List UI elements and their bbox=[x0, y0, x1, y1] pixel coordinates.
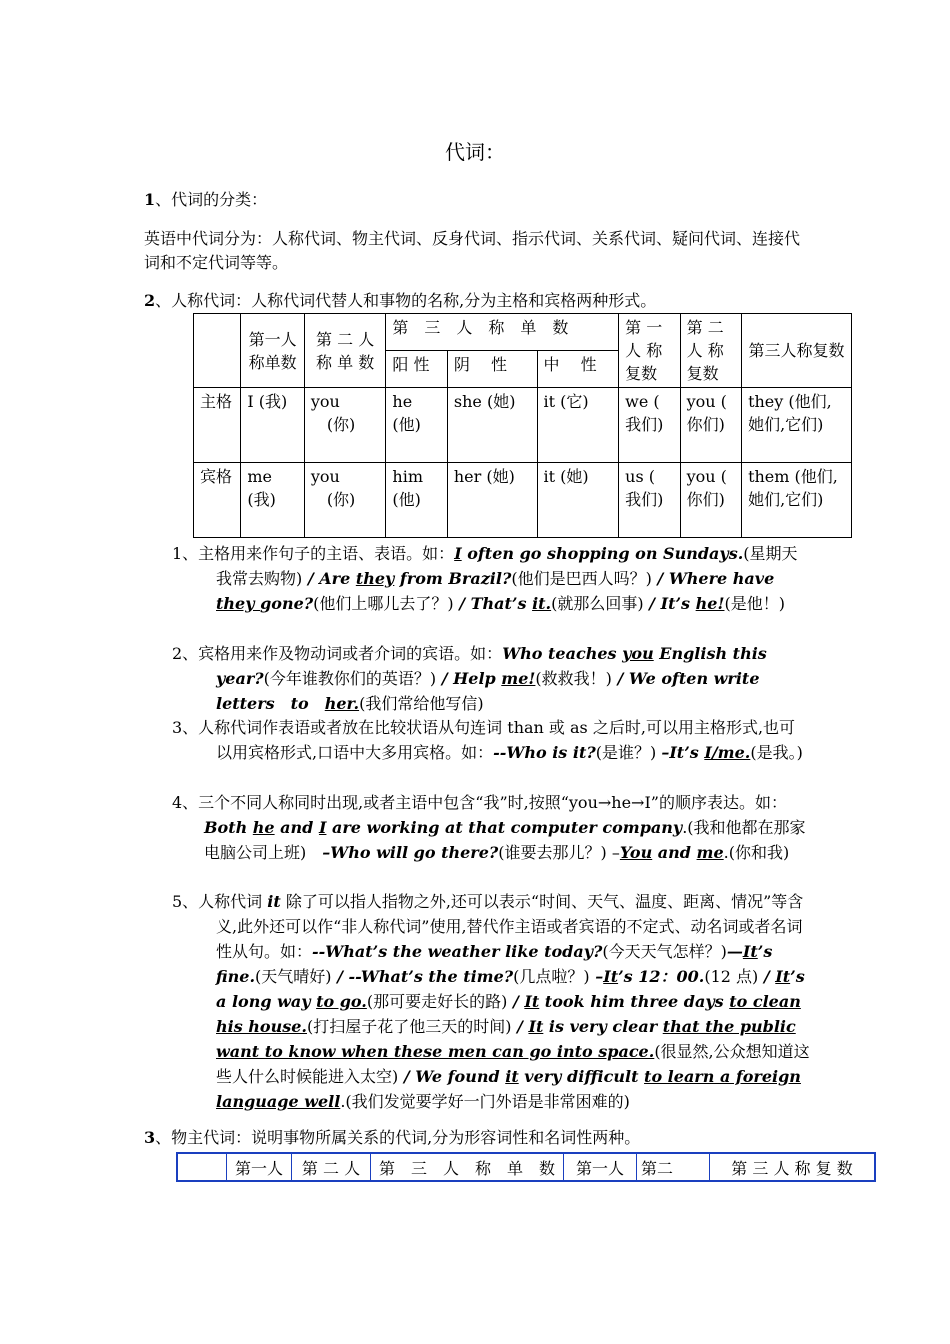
table-cell: 第二 bbox=[637, 1153, 710, 1181]
corner-cell bbox=[194, 314, 241, 388]
section-2-heading: 2、人称代词：人称代词代替人和事物的名称,分为主格和宾格两种形式。 bbox=[144, 291, 657, 310]
table-cell: she (她) bbox=[447, 388, 537, 463]
table-cell: her (她) bbox=[447, 463, 537, 538]
table-cell: you (你) bbox=[304, 463, 386, 538]
header-third-plural: 第三人称复数 bbox=[742, 314, 852, 388]
table-cell: I (我) bbox=[241, 388, 304, 463]
table-cell bbox=[177, 1153, 227, 1181]
table-cell: you ( 你们) bbox=[680, 463, 741, 538]
row-label-subjective: 主格 bbox=[194, 388, 241, 463]
table-cell: 第 三 人 称 复 数 bbox=[710, 1153, 876, 1181]
rule-1: 1、主格用来作句子的主语、表语。如：I often go shopping on Sundays.(星期天我常去购物) / Are they from Brazil?(他们是巴西人吗？) / Where have they gone?(他们上哪儿去了？) / That’s it.(就那么回事) / It’s he!(是他！) bbox=[172, 544, 798, 613]
header-masculine: 阳 性 bbox=[386, 351, 447, 388]
rule-2: 2、宾格用来作及物动词或者介词的宾语。如：Who teaches you English this year?(今年谁教你们的英语？) / Help me!(救救我！) / We often write letters to her.(我们常给他写信) bbox=[172, 644, 767, 713]
section-1-heading: 1、代词的分类： bbox=[144, 190, 268, 209]
table-cell: we ( 我们) bbox=[619, 388, 680, 463]
table-cell: you ( 你们) bbox=[680, 388, 741, 463]
table-cell: you (你) bbox=[304, 388, 386, 463]
header-neuter: 中 性 bbox=[537, 351, 619, 388]
table-cell: 第一人 bbox=[564, 1153, 637, 1181]
rule-5: 5、人称代词 it 除了可以指人指物之外,还可以表示“时间、天气、温度、距离、情况”等含义,此外还可以作“非人称代词”使用,替代作主语或者宾语的不定式、动名词或者名词性从句。如：--What’s the weather like today?(今天天气怎样？)—It’s fine.(天气晴好) / --What’s the time?(几点啦？) –It’s 12：00.(12 点) / It’s a long way to go.(那可要走好长的路) / It took him three days to clean his house.(打扫屋子花了他三天的时间) / It is very clear that the public want to know when these men can go into space.(很显然,公众想知道这些人什么时候能进入太空) / We found it very difficult to learn a foreign language well.(我们发觉要学好一门外语是非常困难的) bbox=[172, 892, 810, 1111]
section-1-body: 英语中代词分为：人称代词、物主代词、反身代词、指示代词、关系代词、疑问代词、连接代词和不定代词等等。 bbox=[144, 229, 801, 272]
table-cell: it (它) bbox=[537, 388, 619, 463]
table-cell: 第 二 人 bbox=[292, 1153, 371, 1181]
possessive-pronoun-table bbox=[176, 1152, 876, 1182]
table-cell: us ( 我们) bbox=[619, 463, 680, 538]
header-first-plural: 第 一人 称复数 bbox=[619, 314, 680, 388]
table-cell: 第 三 人 称 单 数 bbox=[371, 1153, 564, 1181]
page-title: 代词： bbox=[445, 140, 505, 164]
table-cell: him (他) bbox=[386, 463, 447, 538]
header-second-singular: 第 二 人称 单 数 bbox=[304, 314, 386, 388]
header-third-singular: 第 三 人 称 单 数 bbox=[386, 314, 619, 351]
table-cell: them (他们,她们,它们) bbox=[742, 463, 852, 538]
row-label-objective: 宾格 bbox=[194, 463, 241, 538]
table-cell: they (他们,她们,它们) bbox=[742, 388, 852, 463]
table-cell: it (她) bbox=[537, 463, 619, 538]
table-cell: 第一人 bbox=[227, 1153, 292, 1181]
rule-3: 3、人称代词作表语或者放在比较状语从句连词 than 或 as 之后时,可以用主格形式,也可以用宾格形式,口语中大多用宾格。如：--Who is it?(是谁？) –It’s I/me.(是我。) bbox=[172, 718, 803, 762]
section-3-heading: 3、物主代词：说明事物所属关系的代词,分为形容词性和名词性两种。 bbox=[144, 1128, 641, 1147]
table-cell: he (他) bbox=[386, 388, 447, 463]
header-second-plural: 第 二人 称复数 bbox=[680, 314, 741, 388]
personal-pronoun-table bbox=[193, 313, 852, 538]
header-first-singular: 第一人称单数 bbox=[241, 314, 304, 388]
rule-4: 4、三个不同人称同时出现,或者主语中包含“我”时,按照“you→he→I”的顺序表达。如： Both he and I are working at that computer company.(我和他都在那家电脑公司上班) –Who will go there?(谁要去那儿？) –You and me.(你和我) bbox=[172, 793, 806, 862]
table-cell: me (我) bbox=[241, 463, 304, 538]
header-feminine: 阴 性 bbox=[447, 351, 537, 388]
